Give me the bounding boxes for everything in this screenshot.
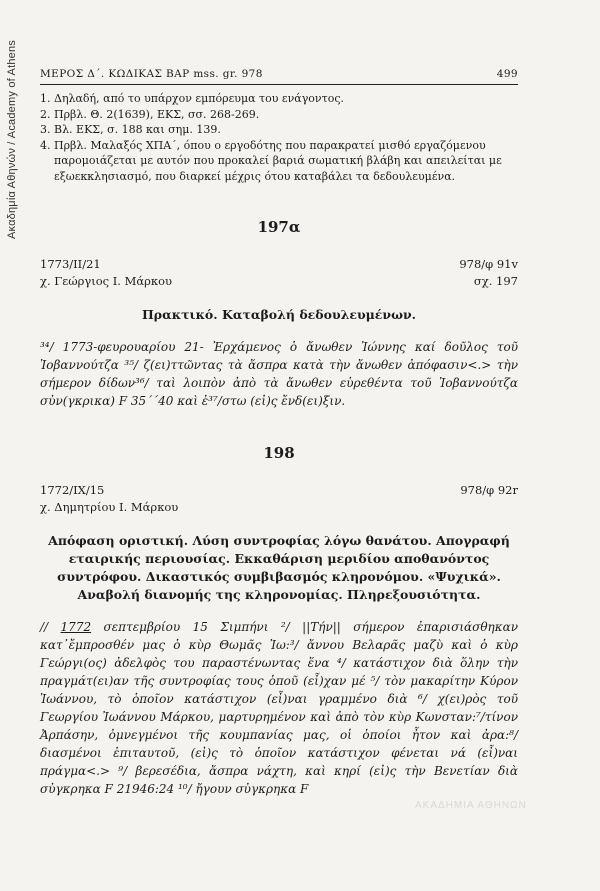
- body-year: 1772: [60, 620, 92, 634]
- entry-body: ³⁴/ 1773-φευρουαρίου 21- Ἐρχάμενος ὁ ἄνωθεν Ἰώννης καί δοῦλος τοῦ Ἰοβαννούτζα ³⁵/ ζ(ει)ττῶντας τὰ ἄσπρα κατὰ τὴν ἄνωθεν ἀπόφασιν<.> τὴν σήμερον δίδων³⁶/ ταὶ λοιπὸν ἀπὸ τὰ ἄνωθεν εὑρεθέντα τοῦ Ἰοβαννούτζα σὐν(γκρικα) F 35΄΄40 καὶ ἐ³⁷/στω (εἰ)ς ἔνδ(ει)ξιν.: [40, 340, 518, 408]
- footnotes: [40, 91, 518, 184]
- header-rule: [40, 84, 518, 85]
- page-number: 499: [496, 68, 518, 80]
- footnote: [40, 122, 518, 138]
- archive-stamp: Ακαδημία Αθηνών / Academy of Athens: [6, 40, 18, 240]
- footnote-text: Πρβλ. Μαλαξός ΧΠΑ΄, όπου ο εργοδότης που παρακρατεί μισθό εργαζόμενου παρομοιάζεται με αυτόν που προκαλεί βαριά σωματική βλάβη και απειλείται με εξωεκκλησιασμό, που διαρκεί μέχρις ότου καταβάλει τα δεδουλευμένα.: [54, 138, 502, 183]
- entry-heading: Απόφαση οριστική. Λύση συντροφίας λόγω θανάτου. Απογραφή εταιρικής περιουσίας. Εκκαθάριση μεριδίου αποθανόντος συντρόφου. Δικαστικός συμβιβασμός κληρονόμου. «Ψυχικά». Αναβολή διανομής της κληρονομίας. Πληρεξουσιότητα.: [48, 533, 510, 602]
- entry-date: 1772/IX/15: [40, 483, 105, 497]
- footnote-number: 3.: [40, 123, 51, 136]
- running-title: ΜΕΡΟΣ Δ΄. ΚΩΔΙΚΑΣ ΒΑΡ mss. gr. 978: [40, 68, 263, 80]
- running-head: [40, 68, 518, 80]
- footnote: [40, 138, 518, 185]
- footnote-number: 4.: [40, 138, 51, 152]
- entry-number: 198: [263, 444, 295, 462]
- entry-body: [40, 618, 518, 798]
- entry-author: χ. Γεώργιος Ι. Μάρκου: [40, 274, 173, 288]
- watermark: ΑΚΑΔΗΜΙΑ ΑΘΗΝΩΝ: [415, 800, 527, 811]
- entry-meta: [40, 499, 518, 516]
- footnote-text: Βλ. ΕΚΣ, σ. 188 και σημ. 139.: [54, 123, 221, 136]
- footnote-number: 1.: [40, 92, 51, 105]
- entry-ref: 978/φ 91v: [459, 257, 518, 271]
- entry-date: 1773/II/21: [40, 257, 101, 271]
- entry-meta: [40, 256, 518, 273]
- page: [40, 68, 518, 798]
- footnote-number: 2.: [40, 107, 51, 121]
- entry-meta: [40, 273, 518, 290]
- footnote-text: Πρβλ. Θ. 2(1639), ΕΚΣ, σσ. 268-269.: [54, 107, 260, 121]
- entry-heading: Πρακτικό. Καταβολή δεδουλευμένων.: [142, 307, 416, 322]
- entry-sheet: σχ. 197: [473, 274, 518, 288]
- footnote: [40, 91, 518, 107]
- footnote-text: Δηλαδή, από το υπάρχον εμπόρευμα του ενάγοντος.: [54, 92, 344, 105]
- footnote: [40, 107, 518, 123]
- entry-ref: 978/φ 92r: [460, 483, 518, 497]
- entry-author: χ. Δημητρίου Ι. Μάρκου: [40, 500, 179, 514]
- body-text: σεπτεμβρίου 15 Σιμπήνι ²/ ||Τήν|| σήμερον ἐπαρισιάσθηκαν κατ᾽ἔμπροσθέν μας ὁ κὺρ Θωμᾶς Ἰω:³/ ἄννου Βελαρᾶς μαζὺ καὶ ὁ κὺρ Γεώργι(ος) ἀδελφὸς του παραστένωντας ἕνα ⁴/ κατάστιχον διὰ ὅλην τὴν πραγμάτ(ει)αν τῆς συντροφίας τους ὁποῦ (εἶ)χαν μέ ⁵/ τὸν μακαρίτην Κύρον Ἰωάννου, τὸ ὁποῖον κατάστιχον (εἶ)ναι γραμμένο διὰ ⁶/ χ(ει)ρὸς τοῦ Γεωργίου Ἰωάννου Μάρκου, μαρτυρημένον καὶ ἀπὸ τὸν κὺρ Κωνσταν:⁷/τίνον Ἀρπάσην, ὀμνεγμένοι τῆς κουμπανίας μας, οἱ ὁποίοι ἦτον καὶ ἀρα:⁸/διασμένοι ἐπιταυτοῦ, (εἰ)ς τὸ ὁποῖον κατάστιχον φένεται νά (εἶ)ναι πράγμα<.> ⁹/ βερεσέδια, ἄσπρα νάχτη, καὶ κηρί (εἰ)ς τὴν Βενετίαν διὰ σὐγκρηκα F 21946:24 ¹⁰/ ἤγουν σὐγκρηκα F: [40, 620, 518, 796]
- entry-meta: [40, 482, 518, 499]
- body-prefix: //: [40, 620, 61, 634]
- entry-number: 197α: [257, 218, 301, 236]
